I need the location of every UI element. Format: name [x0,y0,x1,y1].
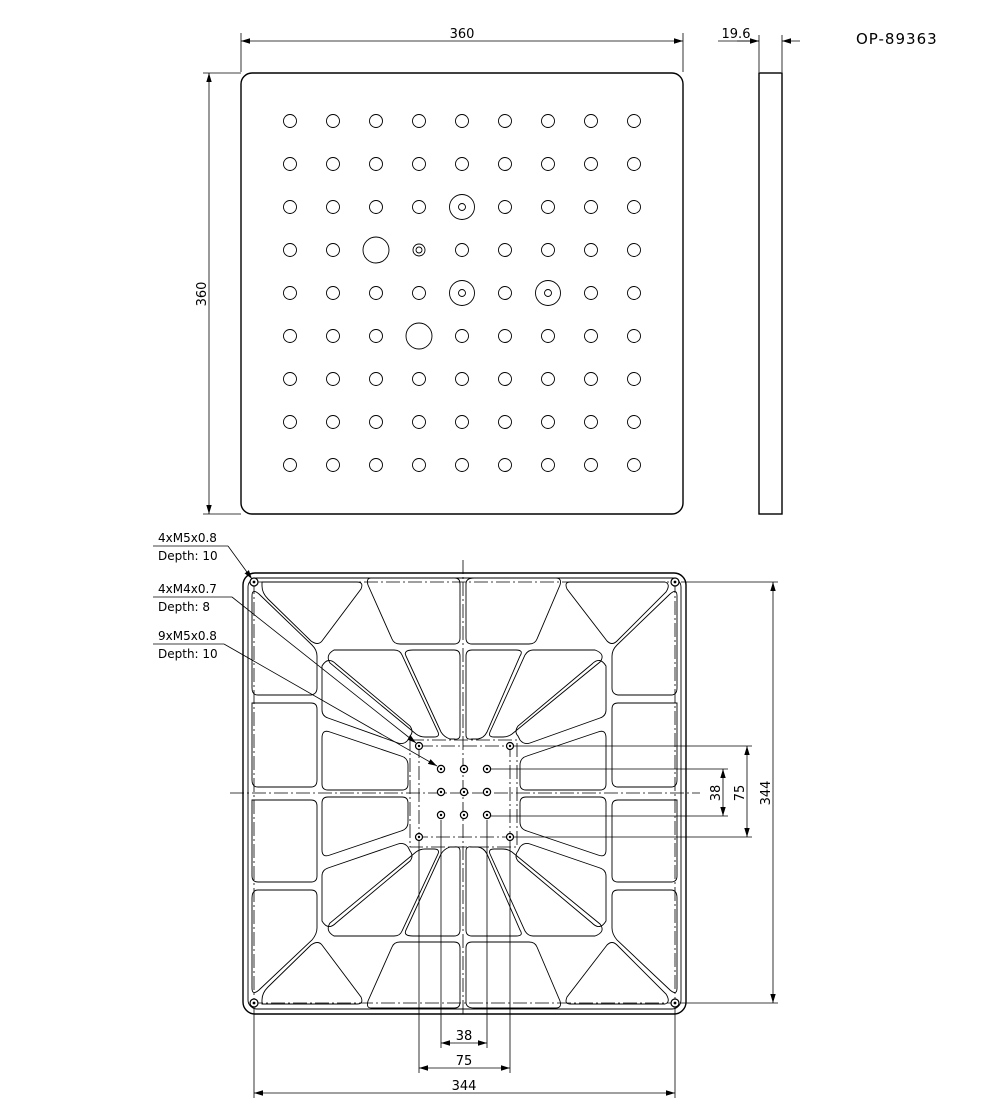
grid-hole [456,158,469,171]
grid-hole [413,416,426,429]
grid-hole [284,459,297,472]
grid-hole [370,330,383,343]
grid-hole [413,373,426,386]
grid-hole [585,201,598,214]
grid-hole [499,287,512,300]
grid-hole [284,373,297,386]
callout-m5-corner [153,531,252,579]
grid-hole [542,459,555,472]
grid-hole [456,244,469,257]
grid-hole [628,373,641,386]
grid-hole [327,330,340,343]
grid-hole [585,416,598,429]
dim-height-344: 344 [759,780,774,806]
grid-hole [284,158,297,171]
grid-hole [585,373,598,386]
grid-hole [628,459,641,472]
grid-hole [456,330,469,343]
grid-hole [370,416,383,429]
counterbore-hole [450,281,475,306]
plate-outline [241,73,683,514]
grid-hole [284,416,297,429]
grid-hole [542,416,555,429]
bottom-view [153,531,778,1098]
grid-hole [456,459,469,472]
grid-hole [585,115,598,128]
grid-hole [628,201,641,214]
dim-height-38: 38 [709,784,724,802]
grid-hole [456,416,469,429]
grid-hole [542,158,555,171]
callout-depth: Depth: 10 [158,549,218,563]
top-height-dimension: 360 [195,281,210,307]
grid-hole [413,115,426,128]
large-hole [363,237,389,263]
grid-hole [499,330,512,343]
grid-hole [370,158,383,171]
callout-spec: 9xM5x0.8 [158,629,217,643]
grid-hole [542,201,555,214]
drawing-number: OP-89363 [856,30,938,48]
grid-hole [499,115,512,128]
grid-hole [542,115,555,128]
grid-hole [628,287,641,300]
grid-hole [628,244,641,257]
grid-hole [284,201,297,214]
grid-hole [628,158,641,171]
grid-hole [327,416,340,429]
grid-hole [456,115,469,128]
grid-hole [284,287,297,300]
grid-hole [499,201,512,214]
grid-hole [370,201,383,214]
large-hole [406,323,432,349]
dim-width-75: 75 [455,1054,473,1069]
grid-hole [456,373,469,386]
counterbore-hole [536,281,561,306]
top-view [195,27,683,514]
m5-hole-grid [437,765,490,818]
top-width-dimension: 360 [449,27,475,42]
grid-hole [327,201,340,214]
dim-width-344: 344 [451,1079,477,1094]
callout-m4 [153,582,416,743]
grid-hole [327,115,340,128]
grid-hole [499,416,512,429]
grid-hole [585,330,598,343]
grid-hole [327,244,340,257]
grid-hole [327,158,340,171]
grid-hole [413,459,426,472]
grid-hole [284,330,297,343]
callout-spec: 4xM5x0.8 [158,531,217,545]
grid-hole [585,287,598,300]
callout-depth: Depth: 10 [158,647,218,661]
grid-hole [585,244,598,257]
side-profile [759,73,782,514]
grid-hole [628,330,641,343]
grid-hole [585,459,598,472]
grid-hole [370,115,383,128]
grid-hole [499,158,512,171]
grid-hole [413,201,426,214]
grid-hole [327,373,340,386]
grid-hole [542,373,555,386]
dim-width-38: 38 [455,1029,473,1044]
thickness-dimension: 19.6 [721,27,751,42]
grid-hole [499,244,512,257]
callout-spec: 4xM4x0.7 [158,582,217,596]
grid-hole [542,244,555,257]
grid-hole [327,287,340,300]
counterbore-hole [450,195,475,220]
grid-hole [628,416,641,429]
dim-height-75: 75 [733,784,748,802]
grid-hole [628,115,641,128]
grid-hole [499,373,512,386]
grid-hole [370,373,383,386]
grid-hole [284,115,297,128]
grid-hole [284,244,297,257]
grid-hole [327,459,340,472]
callout-depth: Depth: 8 [158,600,211,614]
hole-grid [284,115,641,472]
grid-hole [370,287,383,300]
grid-hole [370,459,383,472]
small-counterbore-hole [413,244,425,256]
grid-hole [413,158,426,171]
grid-hole [413,287,426,300]
side-view [718,27,800,514]
grid-hole [499,459,512,472]
grid-hole [585,158,598,171]
callout-m5-center [153,629,437,766]
grid-hole [542,330,555,343]
